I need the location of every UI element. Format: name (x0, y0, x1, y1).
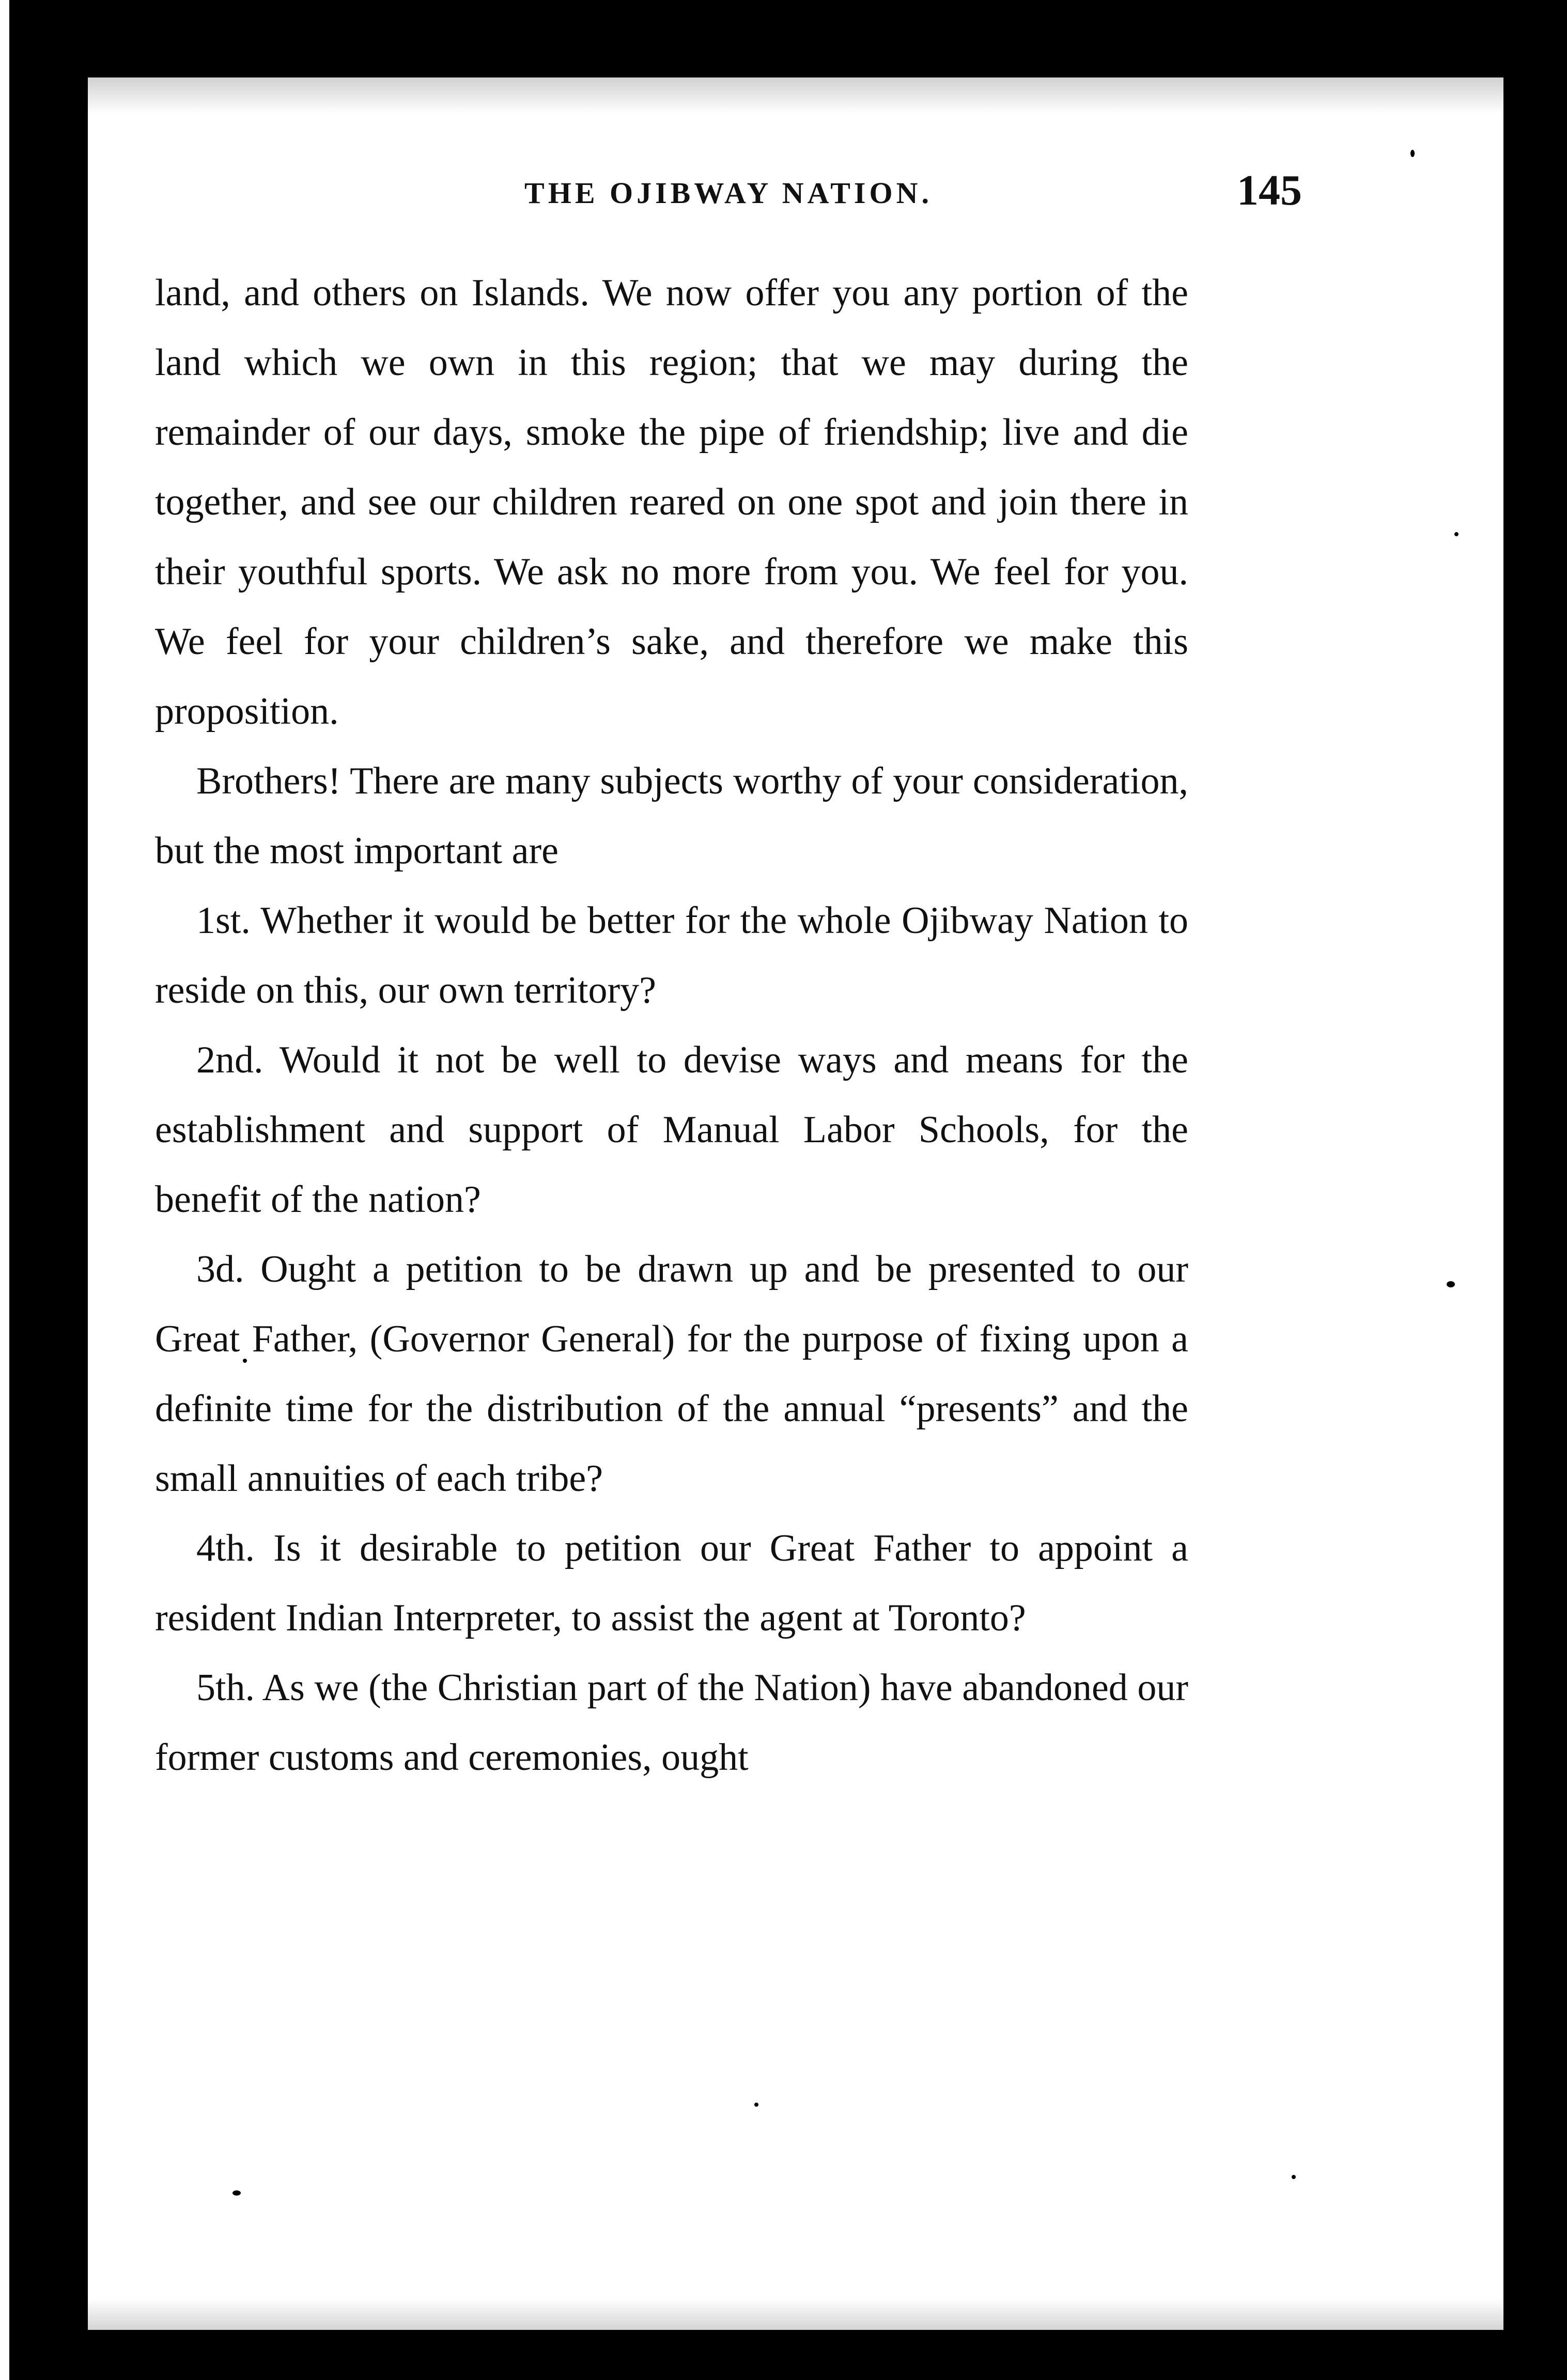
ink-speck (1447, 1281, 1455, 1287)
running-head (155, 165, 1302, 227)
paragraph-brothers: Brothers! There are many subjects worthy of your consideration, but the most important are (155, 760, 1188, 872)
ink-speck (1410, 150, 1415, 157)
paragraph-first-question: 1st. Whether it would be better for the whole Ojibway Nation to reside on this, our own territory? (155, 899, 1188, 1012)
running-title: THE OJIBWAY NATION. (524, 176, 933, 210)
paragraph-second-question: 2nd. Would it not be well to devise ways and means for the establishment and support of Manual Labor Schools, for the benefit of the nation? (155, 1039, 1188, 1221)
scan-edge (0, 0, 9, 2380)
ink-speck (1454, 532, 1459, 536)
paragraph-fifth-question: 5th. As we (the Christian part of the Nation) have abandoned our former customs and ceremonies, ought (155, 1667, 1188, 1779)
ink-speck (232, 2190, 241, 2196)
ink-speck (1292, 2175, 1296, 2179)
ink-speck (754, 2103, 758, 2107)
paragraph-fourth-question: 4th. Is it desirable to petition our Great Father to appoint a resident Indian Interpreter, to assist the agent at Toronto? (155, 1527, 1188, 1639)
paragraph-third-question: 3d. Ought a petition to be drawn up and be presented to our Great Father, (Governor General) for the purpose of fixing upon a definite time for the distribution of the annual “presents” and the small annuities of each tribe? (155, 1248, 1188, 1500)
page-number: 145 (1237, 166, 1302, 214)
body-text (155, 258, 1188, 1793)
paragraph-continuation: land, and others on Islands. We now offer you any portion of the land which we own in this region; that we may during the remainder of our days, smoke the pipe of friendship; live and die together, and see our children reared on one spot and join there in their youthful sports. We ask no more from you. We feel for you. We feel for your children’s sake, and therefore we make this proposition. (155, 272, 1188, 733)
